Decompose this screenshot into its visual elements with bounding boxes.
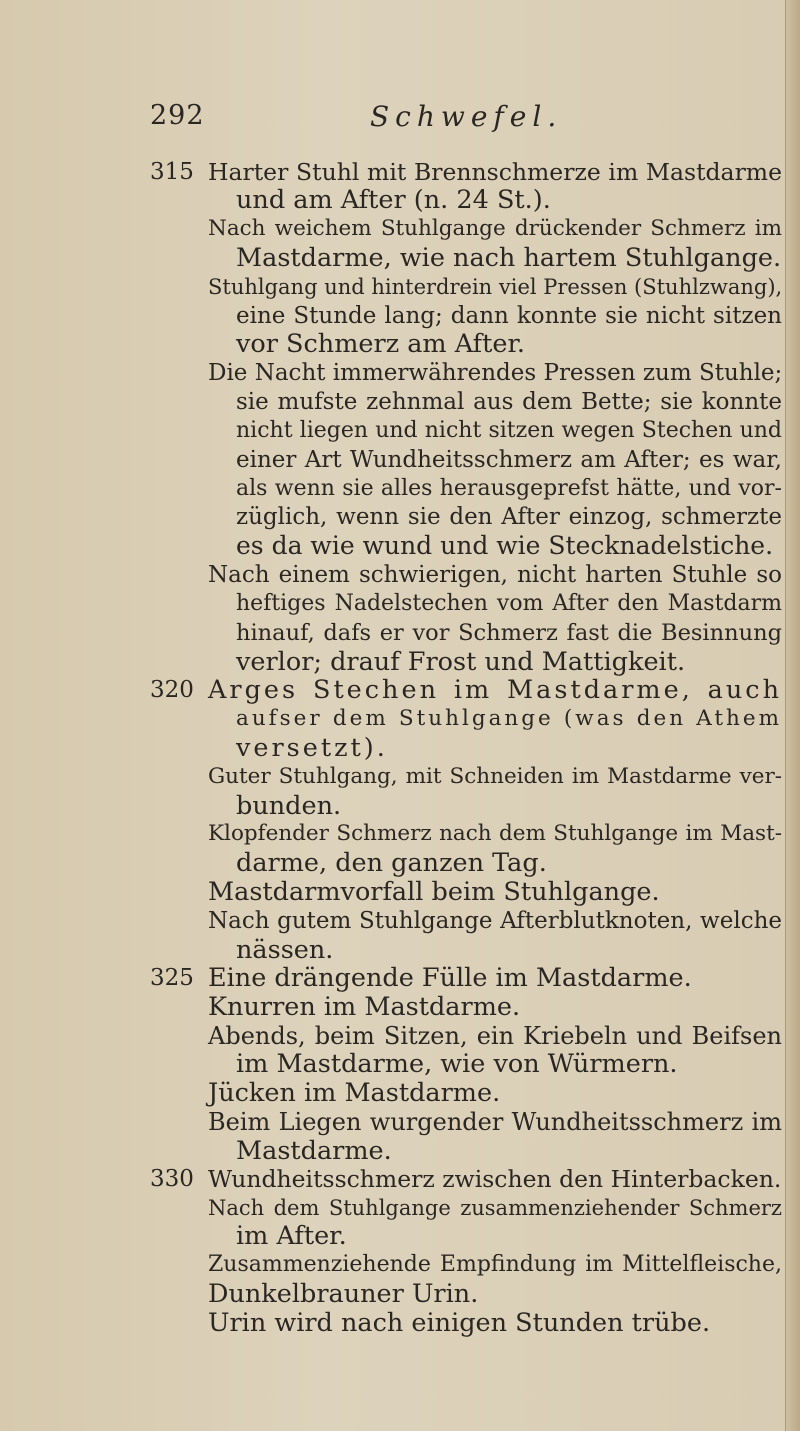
text-line bbox=[0, 1137, 800, 1165]
line-text: eine Stunde lang; dann konnte sie nicht sitzen bbox=[236, 303, 782, 329]
text-line bbox=[0, 936, 800, 964]
page-number: 292 bbox=[150, 100, 205, 131]
line-text: verlor; drauf Frost und Mattigkeit. bbox=[236, 647, 686, 677]
line-text: Nach dem Stuhlgange zusammenziehender Schmerz bbox=[208, 1196, 782, 1220]
line-text: bunden. bbox=[236, 791, 342, 821]
text-line bbox=[0, 1079, 800, 1107]
line-text: als wenn sie alles herausgeprefst hätte, und vor- bbox=[236, 476, 782, 501]
line-text: Dunkelbrauner Urin. bbox=[208, 1279, 479, 1309]
paragraph-number: 325 bbox=[150, 965, 194, 991]
text-line bbox=[0, 158, 800, 186]
line-text: nässen. bbox=[236, 935, 334, 965]
line-text: sie mufste zehnmal aus dem Bette; sie konnte bbox=[236, 389, 782, 415]
text-line bbox=[0, 792, 800, 820]
line-text: Abends, beim Sitzen, ein Kriebeln und Beifsen bbox=[208, 1022, 782, 1050]
text-line bbox=[0, 215, 800, 243]
text-line bbox=[0, 244, 800, 272]
text-line bbox=[0, 1050, 800, 1078]
text-line bbox=[0, 1251, 800, 1279]
text-line bbox=[0, 619, 800, 647]
line-text: darme, den ganzen Tag. bbox=[236, 848, 547, 878]
text-line bbox=[0, 1309, 800, 1337]
line-text: im After. bbox=[236, 1221, 347, 1251]
line-text: aufser dem Stuhlgange (was den Athem bbox=[236, 706, 782, 731]
text-line bbox=[0, 993, 800, 1021]
text-line bbox=[0, 964, 800, 992]
line-text: Harter Stuhl mit Brennschmerze im Mastdarme bbox=[208, 158, 782, 186]
line-text: Klopfender Schmerz nach dem Stuhlgange im Mast- bbox=[208, 821, 782, 846]
text-line bbox=[0, 907, 800, 935]
line-text: hinauf, dafs er vor Schmerz fast die Besinnung bbox=[236, 620, 782, 646]
line-text: Die Nacht immerwährendes Pressen zum Stuhle; bbox=[208, 360, 783, 386]
line-text: einer Art Wundheitsschmerz am After; es war, bbox=[236, 447, 782, 473]
paragraph-number: 315 bbox=[150, 159, 194, 185]
paragraph-number: 320 bbox=[150, 677, 194, 703]
text-line bbox=[0, 503, 800, 531]
running-head: Schwefel. bbox=[370, 100, 563, 133]
paragraph-number: 330 bbox=[150, 1166, 194, 1192]
text-line bbox=[0, 734, 800, 762]
text-line bbox=[0, 878, 800, 906]
text-line bbox=[0, 532, 800, 560]
text-line bbox=[0, 1165, 800, 1193]
line-text: vor Schmerz am After. bbox=[236, 329, 525, 359]
text-line bbox=[0, 648, 800, 676]
line-text: Jücken im Mastdarme. bbox=[208, 1078, 501, 1108]
line-text: züglich, wenn sie den After einzog, schmerzte bbox=[236, 504, 782, 530]
text-line bbox=[0, 446, 800, 474]
text-line bbox=[0, 763, 800, 791]
text-line bbox=[0, 1022, 800, 1050]
line-text: versetzt). bbox=[236, 733, 388, 763]
line-text: Mastdarme, wie nach hartem Stuhlgange. bbox=[236, 243, 782, 273]
text-line bbox=[0, 359, 800, 387]
text-line bbox=[0, 186, 800, 214]
line-text: Arges Stechen im Mastdarme, auch bbox=[208, 675, 782, 705]
text-line bbox=[0, 1108, 800, 1136]
text-line bbox=[0, 417, 800, 445]
page-header bbox=[150, 100, 780, 140]
line-text: und am After (n. 24 St.). bbox=[236, 185, 551, 215]
text-line bbox=[0, 1222, 800, 1250]
line-text: Wundheitsschmerz zwischen den Hinterbacken. bbox=[208, 1165, 782, 1193]
line-text: es da wie wund und wie Stecknadelstiche. bbox=[236, 531, 774, 560]
text-line bbox=[0, 388, 800, 416]
text-line bbox=[0, 330, 800, 358]
line-text: Guter Stuhlgang, mit Schneiden im Mastdarme ver- bbox=[208, 764, 782, 789]
text-line bbox=[0, 705, 800, 733]
line-text: Knurren im Mastdarme. bbox=[208, 992, 521, 1022]
line-text: Urin wird nach einigen Stunden trübe. bbox=[208, 1308, 711, 1338]
text-line bbox=[0, 676, 800, 704]
line-text: Mastdarme. bbox=[236, 1136, 392, 1166]
text-line bbox=[0, 561, 800, 589]
text-line bbox=[0, 273, 800, 301]
text-line bbox=[0, 820, 800, 848]
line-text: Nach einem schwierigen, nicht harten Stuhle so bbox=[208, 562, 782, 588]
line-text: Stuhlgang und hinterdrein viel Pressen (Stuhlzwang), bbox=[208, 275, 783, 299]
line-text: Eine drängende Fülle im Mastdarme. bbox=[208, 963, 692, 993]
text-line bbox=[0, 1280, 800, 1308]
line-text: nicht liegen und nicht sitzen wegen Stechen und bbox=[236, 418, 782, 443]
line-text: Beim Liegen wurgender Wundheitsschmerz im bbox=[208, 1108, 782, 1136]
line-text: Nach weichem Stuhlgange drückender Schmerz im bbox=[208, 216, 782, 241]
line-text: heftiges Nadelstechen vom After den Mastdarm bbox=[236, 591, 782, 616]
line-text: Zusammenziehende Empfindung im Mittelfleische, bbox=[208, 1252, 782, 1277]
text-line bbox=[0, 475, 800, 503]
line-text: Mastdarmvorfall beim Stuhlgange. bbox=[208, 877, 660, 907]
text-line bbox=[0, 1194, 800, 1222]
text-line bbox=[0, 302, 800, 330]
text-line bbox=[0, 849, 800, 877]
text-line bbox=[0, 590, 800, 618]
line-text: im Mastdarme, wie von Würmern. bbox=[236, 1049, 678, 1079]
line-text: Nach gutem Stuhlgange Afterblutknoten, welche bbox=[208, 908, 782, 934]
